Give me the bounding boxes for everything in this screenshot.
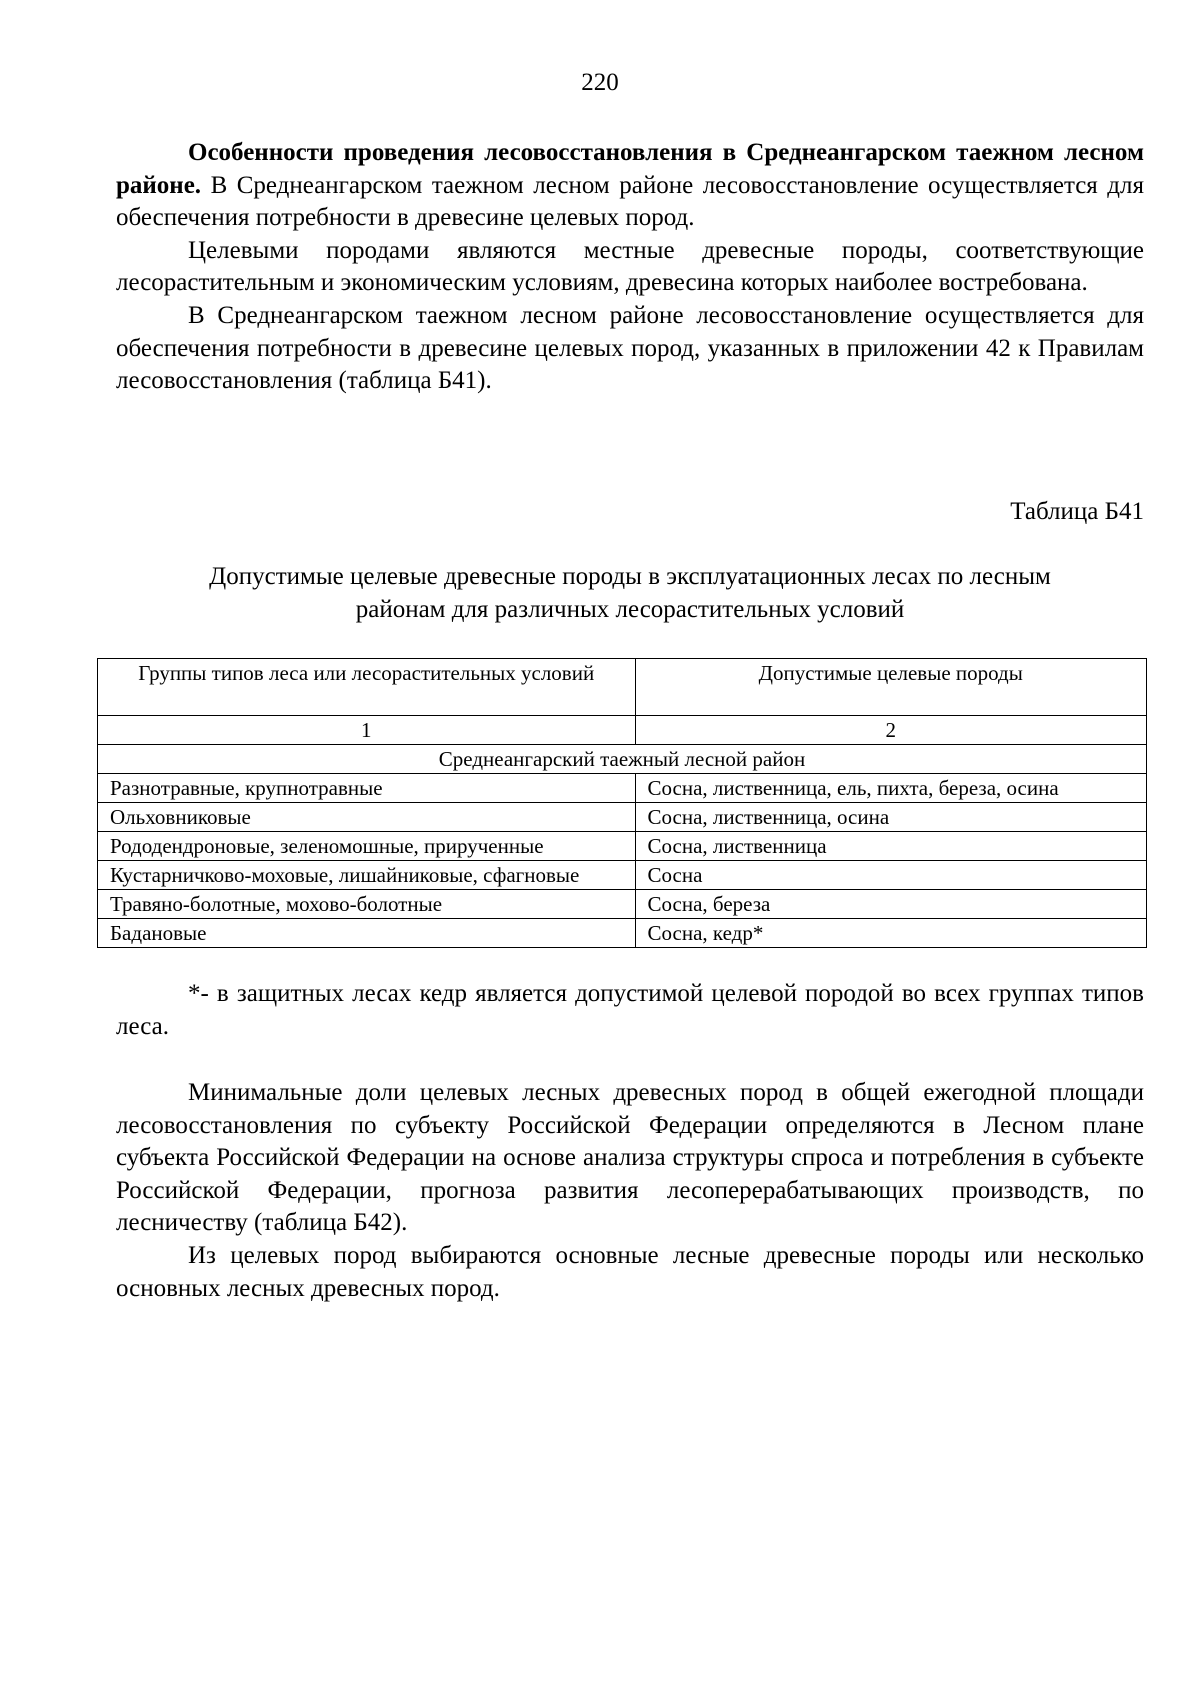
table-row — [98, 803, 1147, 832]
species-cell: Сосна, береза — [635, 890, 1147, 919]
intro-heading-rest: В Среднеангарском таежном лесном районе лесовосстановление осуществляется для обеспечения потребности в древесине целевых пород. — [116, 171, 1144, 232]
table-row — [98, 832, 1147, 861]
table-row — [98, 861, 1147, 890]
table-row — [98, 890, 1147, 919]
intro-paragraph-1 — [116, 137, 1144, 235]
intro-heading: Особенности проведения лесовосстановления в Среднеангарском таежном лесном районе. — [116, 139, 1144, 199]
forest-group-cell: Рододендроновые, зеленомошные, прирученные — [98, 832, 636, 861]
column-number-row — [98, 716, 1147, 745]
page-number: 220 — [581, 69, 619, 96]
table-header-row — [98, 659, 1147, 716]
intro-paragraph-2: Целевыми породами являются местные древесные породы, соответствующие лесорастительным и экономическим условиям, древесина которых наиболее востребована. — [116, 236, 1144, 297]
table-label: Таблица Б41 — [1010, 498, 1144, 525]
header-forest-groups: Группы типов леса или лесорастительных условий — [98, 659, 636, 716]
intro-paragraph-3: В Среднеангарском таежном лесном районе лесовосстановление осуществляется для обеспечения потребности в древесине целевых пород, указанных в приложении 42 к Правилам лесовосстановления (таблица Б41). — [116, 301, 1144, 395]
species-table — [97, 658, 1147, 948]
section-row — [98, 745, 1147, 774]
forest-group-cell: Травяно-болотные, мохово-болотные — [98, 890, 636, 919]
table-title-line-1: Допустимые целевые древесные породы в эксплуатационных лесах по лесным — [209, 563, 1051, 590]
forest-group-cell: Бадановые — [98, 919, 636, 948]
table-title-line-2: районам для различных лесорастительных условий — [355, 596, 905, 623]
section-title: Среднеангарский таежный лесной район — [98, 745, 1147, 774]
species-cell: Сосна, лиственница, ель, пихта, береза, осина — [635, 774, 1147, 803]
footnote-section — [116, 978, 1144, 1043]
column-number-2: 2 — [635, 716, 1147, 745]
species-cell: Сосна, кедр* — [635, 919, 1147, 948]
header-target-species: Допустимые целевые породы — [635, 659, 1147, 716]
table-row — [98, 774, 1147, 803]
forest-group-cell: Кустарничково-моховые, лишайниковые, сфагновые — [98, 861, 636, 890]
species-cell: Сосна, лиственница — [635, 832, 1147, 861]
column-number-1: 1 — [98, 716, 636, 745]
intro-section — [116, 137, 1144, 398]
outro-section — [116, 1077, 1144, 1305]
outro-paragraph-1: Минимальные доли целевых лесных древесных пород в общей ежегодной площади лесовосстановления по субъекту Российской Федерации определяются в Лесном плане субъекта Российской Федерации на основе анализа структуры спроса и потребления в субъекте Российской Федерации, прогноза развития лесоперерабатывающих производств, по лесничеству (таблица Б42). — [116, 1079, 1144, 1237]
footnote: *- в защитных лесах кедр является допустимой целевой породой во всех группах типов леса. — [116, 980, 1144, 1040]
species-cell: Сосна — [635, 861, 1147, 890]
forest-group-cell: Ольховниковые — [98, 803, 636, 832]
table-title — [116, 560, 1144, 626]
table-row — [98, 919, 1147, 948]
outro-paragraph-2: Из целевых пород выбираются основные лесные древесные породы или несколько основных лесных древесных пород. — [116, 1241, 1144, 1302]
forest-group-cell: Разнотравные, крупнотравные — [98, 774, 636, 803]
species-cell: Сосна, лиственница, осина — [635, 803, 1147, 832]
